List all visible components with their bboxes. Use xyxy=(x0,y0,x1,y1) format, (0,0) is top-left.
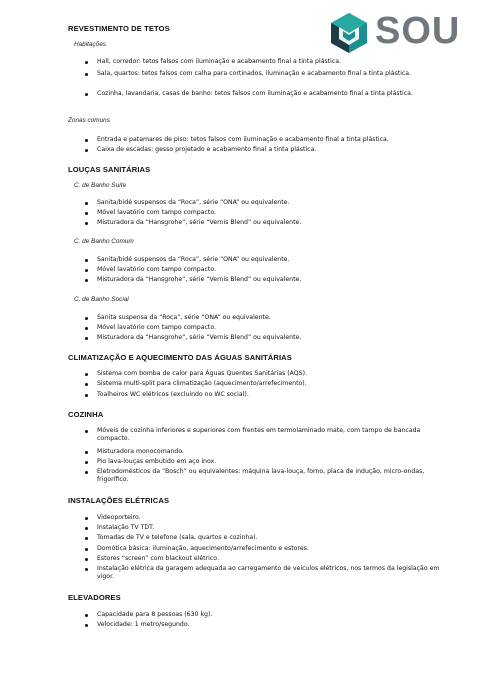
sou-logo-icon xyxy=(327,11,371,55)
section-title-elevators: ELEVADORES xyxy=(68,593,121,602)
list-item: Entrada e patamares de piso: tetos falsos com iluminação e acabamento final a tinta plástica. xyxy=(97,136,442,144)
logo-text: SOU xyxy=(375,10,461,52)
subsection-social: C. de Banho Social xyxy=(74,296,129,303)
list-item: Velocidade: 1 metro/segundo. xyxy=(97,621,442,629)
list-item: Hall, corredor: tetos falsos com iluminação e acabamento final a tinta plástica. xyxy=(97,58,442,66)
list-item: Capacidade para 8 pessoas (630 kg). xyxy=(97,611,442,619)
section-title-ceilings: REVESTIMENTO DE TETOS xyxy=(68,24,170,33)
subsection-suite: C. de Banho Suíte xyxy=(74,182,127,189)
list-item: Móveis de cozinha inferiores e superiores com frentes em termolaminado mate, com tampo de bancada compacto. xyxy=(97,427,442,443)
section-title-kitchen: COZINHA xyxy=(68,410,104,419)
list-item: Misturadora da “Hansgrohe”, série “Vernis Blend” ou equivalente. xyxy=(97,276,442,284)
section-title-climate: CLIMATIZAÇÃO E AQUECIMENTO DAS ÁGUAS SANITÁRIAS xyxy=(68,353,292,362)
list-item: Toalheiros WC elétricos (excluindo no WC social). xyxy=(97,391,442,399)
list-item: Domótica básica: iluminação, aquecimento/arrefecimento e estores. xyxy=(97,545,442,553)
list-item: Sala, quartos: tetos falsos com calha para cortinados, iluminação e acabamento final a tinta plástica. xyxy=(97,70,442,78)
list-item: Sanita/bidé suspensos da “Roca”, série “ONA” ou equivalente. xyxy=(97,256,442,264)
list-item: Sistema multi-split para climatização (aquecimento/arrefecimento). xyxy=(97,380,442,388)
list-item: Sanita suspensa da “Roca”, série “ONA” ou equivalente. xyxy=(97,314,442,322)
list-item: Caixa de escadas: gesso projetado e acabamento final a tinta plástica. xyxy=(97,146,442,154)
subsection-zonas-comuns: Zonas comuns xyxy=(68,117,110,124)
subsection-habitacoes: Habitações xyxy=(74,41,106,48)
subsection-comum: C. de Banho Comum xyxy=(74,238,134,245)
section-title-electrical: INSTALAÇÕES ELÉTRICAS xyxy=(68,496,170,505)
list-item: Misturadora monocomando. xyxy=(97,448,442,456)
list-item: Tomadas de TV e telefone (sala, quartos e cozinha). xyxy=(97,534,442,542)
list-item: Móvel lavatório com tampo compacto. xyxy=(97,209,442,217)
list-item: Videoporteiro. xyxy=(97,514,442,522)
list-item: Instalação elétrica da garagem adequada ao carregamento de veículos elétricos, nos termos da legislação em vigor. xyxy=(97,565,442,581)
list-item: Móvel lavatório com tampo compacto. xyxy=(97,266,442,274)
list-item: Sistema com bomba de calor para Águas Quentes Sanitárias (AQS). xyxy=(97,370,442,378)
sou-logo xyxy=(327,11,467,55)
list-item: Móvel lavatório com tampo compacto. xyxy=(97,324,442,332)
list-item: Misturadora da “Hansgrohe”, série “Vernis Blend” ou equivalente. xyxy=(97,219,442,227)
section-title-sanitary: LOUÇAS SANITÁRIAS xyxy=(68,165,151,174)
list-item: Cozinha, lavandaria, casas de banho: tetos falsos com iluminação e acabamento final a tinta plástica. xyxy=(97,90,442,98)
list-item: Estores “screen” com blackout elétrico. xyxy=(97,555,442,563)
list-item: Misturadora da “Hansgrohe”, série “Vernis Blend” ou equivalente. xyxy=(97,334,442,342)
list-item: Sanita/bidé suspensos da “Roca”, série “ONA” ou equivalente. xyxy=(97,199,442,207)
list-item: Instalação TV TDT. xyxy=(97,524,442,532)
list-item: Eletrodomésticos da “Bosch” ou equivalentes: máquina lava-louça, forno, placa de indução, micro-ondas, frigorífico. xyxy=(97,468,442,484)
list-item: Pio lava-louças embutido em aço inox. xyxy=(97,458,442,466)
